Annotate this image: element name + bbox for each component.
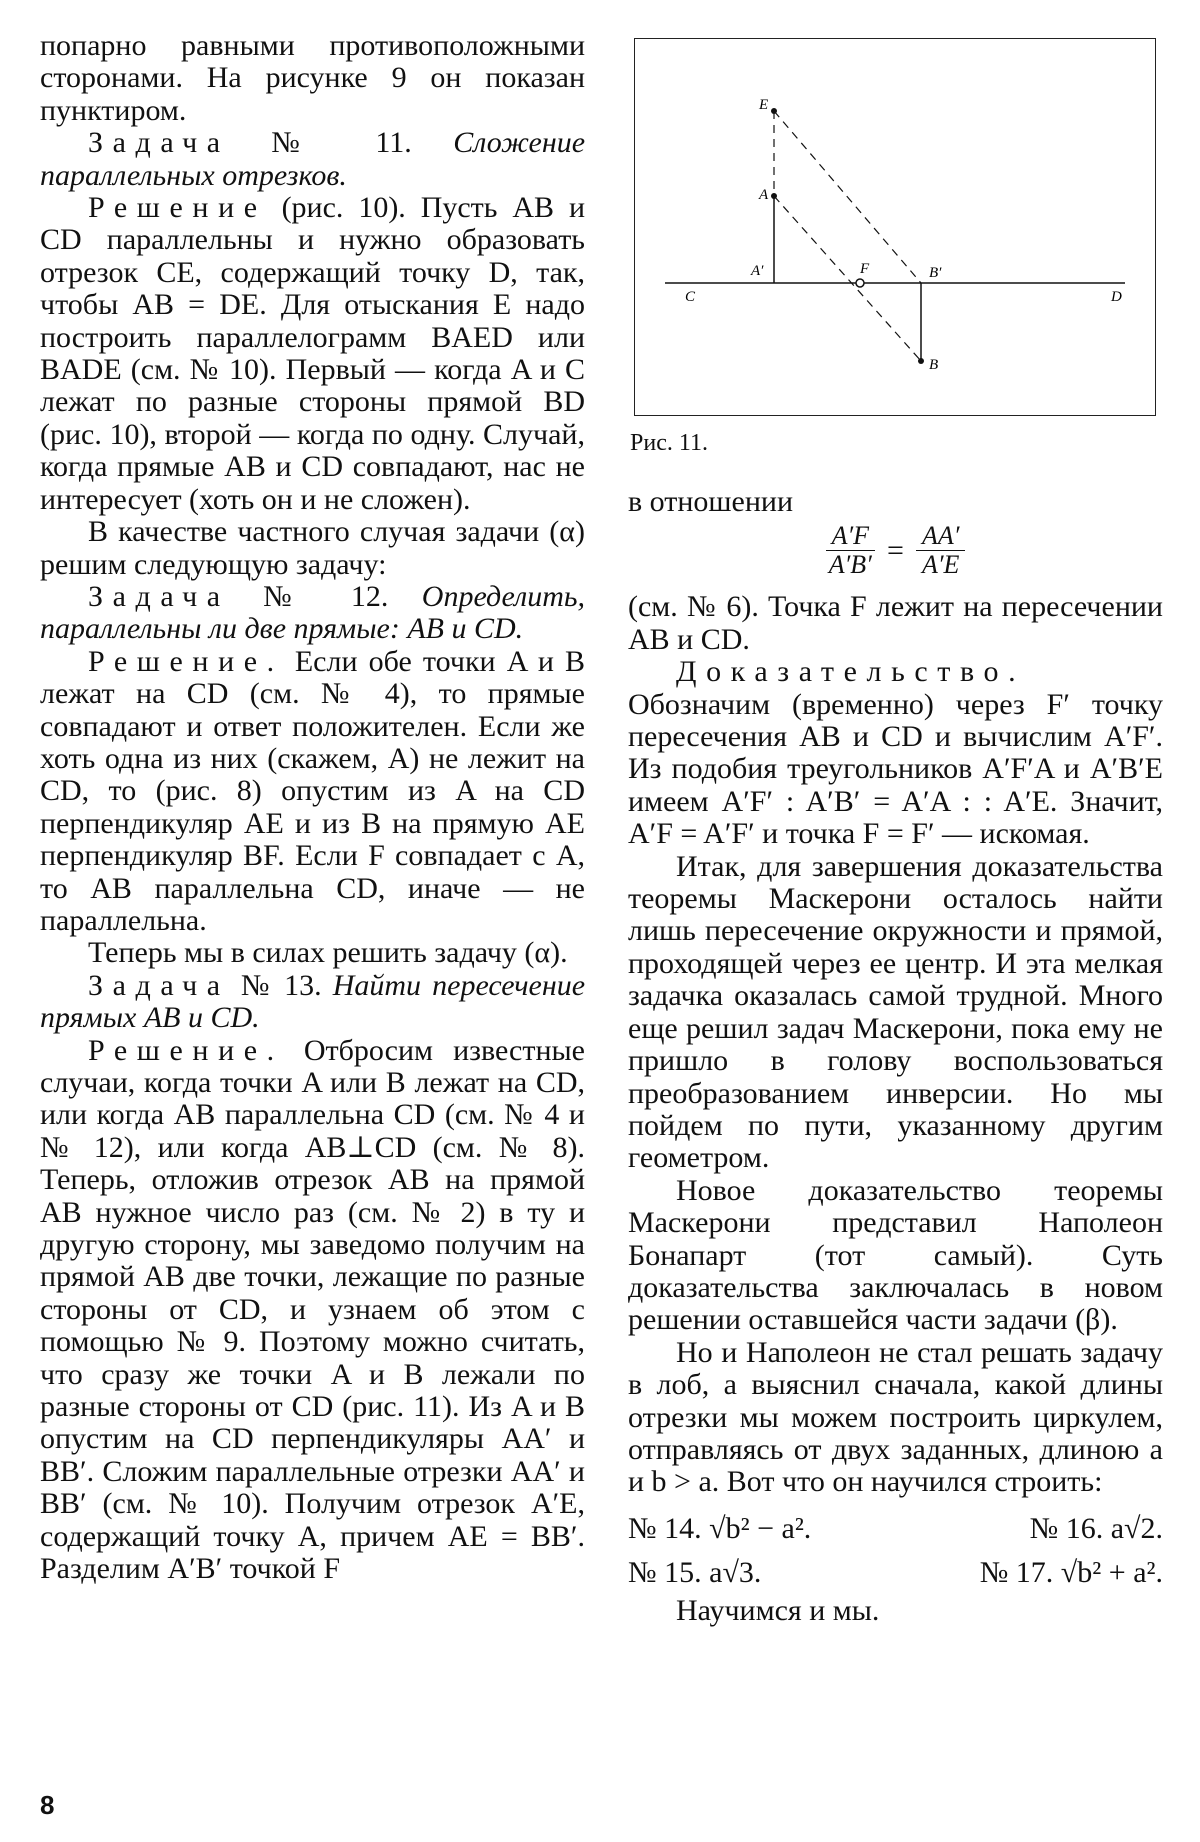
task-16: № 16. a√2. — [1029, 1511, 1163, 1545]
task-11 — [40, 127, 585, 192]
closing-line: Научимся и мы. — [676, 1593, 880, 1627]
task-title: Сложение параллельных отрезков. — [40, 126, 586, 192]
segment-eb1-dashed — [774, 111, 921, 283]
task-title: Найти пересечение прямых AB и CD. — [40, 968, 586, 1035]
solution-text: Если обе точки A и B лежат на CD (см. № 4), то прямые совпадают и ответ положителен. Если же хоть одна из них (скажем, A) не лежит на CD, то (рис. 8) опустим из A на CD перпендикуляр AE и из B на прямую AE перпендикуляр BF. Если F совпадает с A, то AB параллельна CD, иначе — не параллельна. — [40, 644, 585, 937]
solution-12 — [40, 646, 585, 938]
paragraph: В качестве частного случая задачи (α) решим следующую задачу: — [40, 515, 585, 581]
solution-11 — [40, 192, 585, 516]
numerator: A′F — [826, 522, 875, 551]
right-column — [628, 486, 1163, 1627]
figure-diagram — [635, 39, 1157, 417]
task-label: Задача — [88, 968, 230, 1002]
task-title: Определить, параллельны ли две прямые: AB и CD. — [40, 579, 586, 646]
paragraph: в отношении — [628, 485, 794, 518]
label-c: C — [685, 289, 696, 305]
task-14: № 14. √b² − a². — [628, 1511, 812, 1545]
figure-caption: Рис. 11. — [630, 430, 708, 456]
fraction-right — [916, 522, 965, 579]
paragraph: попарно равными противоположными сторонами. На рисунке 9 он показан пунктиром. — [40, 29, 585, 127]
paragraph: Но и Наполеон не стал решать задачу в лоб, а выяснил сначала, какой длины отрезки мы можем построить циркулем, отправляясь от двух заданных, длиною a и b > a. Вот что он научился строить: — [628, 1335, 1163, 1499]
label-b: B — [929, 357, 939, 373]
task-row — [628, 1551, 1163, 1595]
label-b-prime: B′ — [929, 265, 942, 281]
task-number: № 11. — [271, 126, 412, 160]
figure-11 — [634, 38, 1156, 416]
point-e — [771, 108, 777, 114]
solution-text: (рис. 10). Пусть AB и CD параллельны и нужно образовать отрезок CE, содержащий точку D, так, чтобы AB = DE. Для отыскания E надо построить параллелограмм BAED или BADE (см. № 10). Первый — когда A и C лежат по разные стороны прямой BD (рис. 10), второй — когда по одну. Случай, когда прямые AB и CD совпадают, нас не интересует (хоть он и не сложен). — [40, 191, 586, 516]
solution-label: Решение. — [88, 644, 284, 678]
paragraph: Новое доказательство теоремы Маскерони представил Наполеон Бонапарт (тот самый). Суть доказательства заключалась в новом решении оставшейся части задачи (β). — [628, 1173, 1163, 1337]
solution-label: Решение — [88, 191, 267, 225]
task-15: № 15. a√3. — [628, 1555, 762, 1589]
page-number: 8 — [40, 1790, 55, 1820]
paragraph: Итак, для завершения доказательства теоремы Маскерони осталось найти лишь пересечение окружности и прямой, проходящей через ее центр. И эта мелкая задачка оказалась самой трудной. Много еще решил задач Маскерони, пока ему не пришло в голову воспользоваться преобразованием инверсии. Но мы пойдем по пути, указанному другим геометром. — [628, 849, 1163, 1175]
label-e: E — [759, 97, 769, 113]
label-f: F — [860, 261, 870, 277]
paragraph: Теперь мы в силах решить задачу (α). — [88, 936, 568, 970]
proof — [628, 656, 1163, 850]
equals-sign: = — [887, 533, 904, 567]
task-13 — [40, 970, 585, 1035]
fraction-left — [826, 522, 875, 579]
numerator: AA′ — [916, 522, 965, 551]
task-17: № 17. √b² + a². — [979, 1555, 1163, 1589]
point-f — [856, 279, 864, 287]
label-d: D — [1111, 289, 1122, 305]
label-a-prime: A′ — [751, 263, 764, 279]
task-list — [628, 1507, 1163, 1595]
solution-text: Отбросим известные случаи, когда точки A или B лежат на CD, или когда AB параллельна CD (см. № 4 и № 12), или когда AB⊥CD (см. № 8). Теперь, отложив отрезок AB на прямой AB нужное число раз (см. № 2) в ту и другую сторону, мы заведомо получим на прямой AB две точки, лежащие по разные стороны от CD, и узнаем об этом с помощью № 9. Поэтому можно считать, что сразу же точки A и B лежали по разные стороны от CD (рис. 11). Из A и B опустим на CD перпендикуляры AA′ и BB′. Сложим параллельные отрезки AA′ и BB′ (см. № 10). Получим отрезок A′E, содержащий точку A, причем AE = BB′. Разделим A′B′ точкой F — [40, 1033, 585, 1586]
task-label: Задача — [88, 126, 230, 160]
task-number: № 12. — [263, 579, 389, 613]
task-row — [628, 1507, 1163, 1551]
segment-ab-dashed — [774, 196, 921, 361]
task-number: № 13. — [240, 968, 322, 1002]
task-12 — [40, 581, 585, 646]
label-a: A — [759, 187, 769, 203]
solution-13 — [40, 1035, 585, 1586]
left-column — [40, 30, 585, 1586]
solution-label: Решение. — [88, 1033, 284, 1067]
point-a — [771, 193, 777, 199]
task-label: Задача — [88, 579, 230, 613]
paragraph: (см. № 6). Точка F лежит на пересечении AB и CD. — [628, 590, 1163, 656]
denominator: A′E — [921, 550, 960, 580]
ratio-formula — [628, 522, 1163, 579]
denominator: A′B′ — [828, 550, 872, 580]
proof-label: Доказательство. — [676, 655, 1026, 689]
proof-text: Обозначим (временно) через F′ точку пересечения AB и CD и вычислим A′F′. Из подобия треугольников A′F′A и A′B′E имеем A′F′ : A′B′ = A′A : : A′E. Значит, A′F = A′F′ и точка F = F′ — искомая. — [628, 687, 1163, 851]
point-b — [918, 358, 924, 364]
